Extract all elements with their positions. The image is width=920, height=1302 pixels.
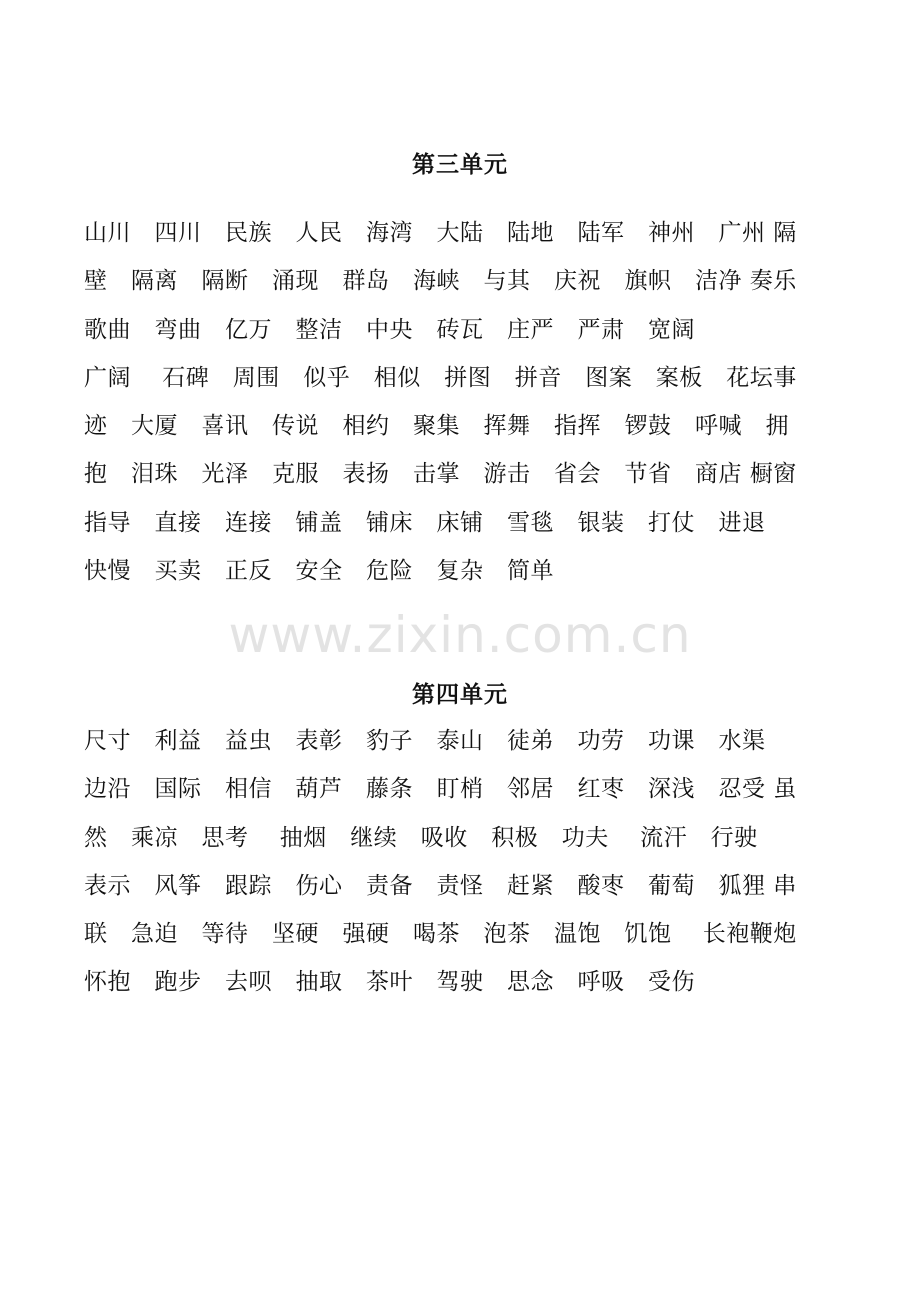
word-line: 广阔 石碑 周围 似乎 相似 拼图 拼音 图案 案板 花坛事 [84,364,797,391]
word-line: 壁 隔离 隔断 涌现 群岛 海峡 与其 庆祝 旗帜 洁净 奏乐 [84,268,797,295]
word-line: 迹 大厦 喜讯 传说 相约 聚集 挥舞 指挥 锣鼓 呼喊 拥 [84,413,789,440]
unit-3-word-list [84,213,844,599]
word-line: 尺寸 利益 益虫 表彰 豹子 泰山 徒弟 功劳 功课 水渠 [84,728,766,754]
word-line: 怀抱 跑步 去呗 抽取 茶叶 驾驶 思念 呼吸 受伤 [84,969,695,996]
unit-4-title: 第四单元 [412,681,508,708]
word-line: 然 乘凉 思考 抽烟 继续 吸收 积极 功夫 流汗 行驶 [84,824,758,851]
word-line: 表示 风筝 跟踪 伤心 责备 责怪 赶紧 酸枣 葡萄 狐狸 串 [84,872,797,899]
word-line: 山川 四川 民族 人民 海湾 大陆 陆地 陆军 神州 广州 隔 [84,220,797,246]
watermark: www.zixin.com.cn [228,606,692,664]
word-line: 联 急迫 等待 坚硬 强硬 喝茶 泡茶 温饱 饥饱 长袍鞭炮 [84,921,797,948]
unit-4-word-list [84,721,844,1011]
word-line: 抱 泪珠 光泽 克服 表扬 击掌 游击 省会 节省 商店 橱窗 [84,461,797,488]
word-line: 快慢 买卖 正反 安全 危险 复杂 简单 [84,558,554,585]
word-line: 歌曲 弯曲 亿万 整洁 中央 砖瓦 庄严 严肃 宽阔 [84,316,695,343]
unit-3-title: 第三单元 [412,151,508,178]
word-line: 边沿 国际 相信 葫芦 藤条 盯梢 邻居 红枣 深浅 忍受 虽 [84,776,797,803]
word-line: 指导 直接 连接 铺盖 铺床 床铺 雪毯 银装 打仗 进退 [84,509,766,536]
